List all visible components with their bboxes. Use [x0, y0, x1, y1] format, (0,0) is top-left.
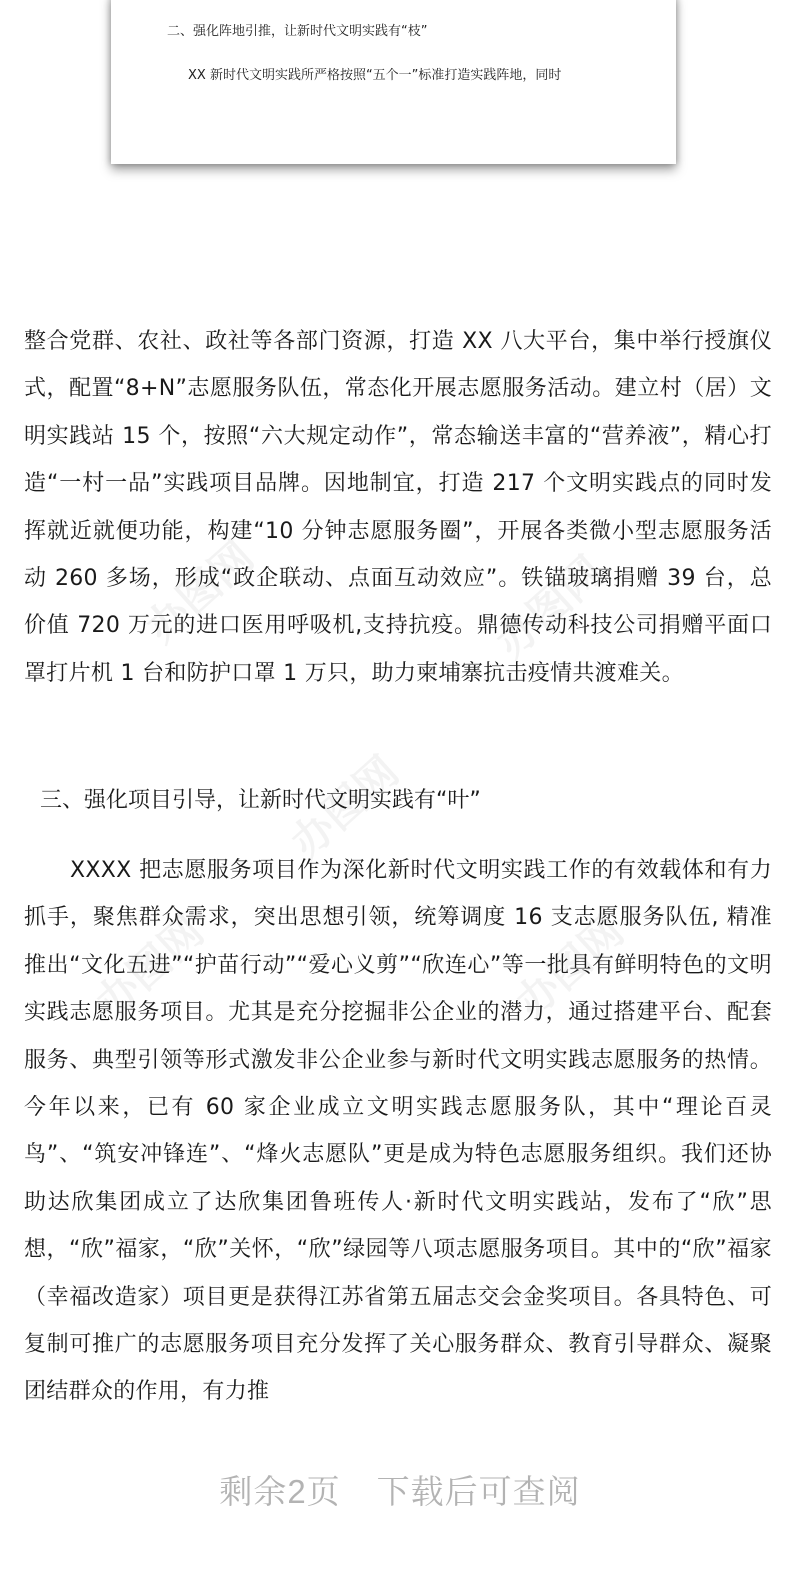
- watermark: 办图网: [486, 546, 613, 668]
- body-paragraph-1: 整合党群、农社、政社等各部门资源，打造 XX 八大平台，集中举行授旗仪式，配置“8+N”志愿服务队伍，常态化开展志愿服务活动。建立村（居）文明实践站 15 个，按照“六大规定动作”，常态输送丰富的“营养液”，精心打造“一村一品”实践项目品牌。因地制宜，打造 217 个文明实践点的同时发挥就近就便功能，构建“10 分钟志愿服务圈”，开展各类微小型志愿服务活动 260 多场，形成“政企联动、点面互动效应”。铁锚玻璃捐赠 39 台，总价值 720 万元的进口医用呼吸机,支持抗疫。鼎德传动科技公司捐赠平面口罩打片机 1 台和防护口罩 1 万只，助力柬埔寨抗击疫情共渡难关。: [24, 329, 772, 686]
- preview-heading: 二、强化阵地引推，让新时代文明实践有“枝”: [167, 24, 428, 39]
- section-heading-3: 三、强化项目引导，让新时代文明实践有“叶”: [40, 788, 481, 813]
- watermark: 办图网: [506, 906, 633, 1028]
- watermark: 办图网: [136, 531, 263, 653]
- download-to-view-label: 下载后可查阅: [376, 1473, 581, 1510]
- preview-card: [111, 0, 676, 164]
- watermark: 办图网: [86, 906, 213, 1028]
- remaining-pages-label: 剩余2页: [219, 1473, 341, 1510]
- body-paragraph-2: XXXX 把志愿服务项目作为深化新时代文明实践工作的有效载体和有力抓手，聚焦群众需求，突出思想引领，统筹调度 16 支志愿服务队伍, 精准推出“文化五进”“护苗行动”“爱心义剪”“欣连心”等一批具有鲜明特色的文明实践志愿服务项目。尤其是充分挖掘非公企业的潜力，通过搭建平台、配套服务、典型引领等形式激发非公企业参与新时代文明实践志愿服务的热情。今年以来，已有 60 家企业成立文明实践志愿服务队，其中“理论百灵鸟”、“筑安冲锋连”、“烽火志愿队”更是成为特色志愿服务组织。我们还协助达欣集团成立了达欣集团鲁班传人·新时代文明实践站，发布了“欣”思想，“欣”福家，“欣”关怀，“欣”绿园等八项志愿服务项目。其中的“欣”福家（幸福改造家）项目更是获得江苏省第五届志交会金奖项目。各具特色、可复制可推广的志愿服务项目充分发挥了关心服务群众、教育引导群众、凝聚团结群众的作用，有力推: [24, 858, 772, 1405]
- watermark: 办图网: [281, 746, 408, 868]
- download-prompt[interactable]: [0, 1466, 800, 1513]
- preview-text-line: XX 新时代文明实践所严格按照“五个一”标准打造实践阵地，同时: [188, 68, 562, 83]
